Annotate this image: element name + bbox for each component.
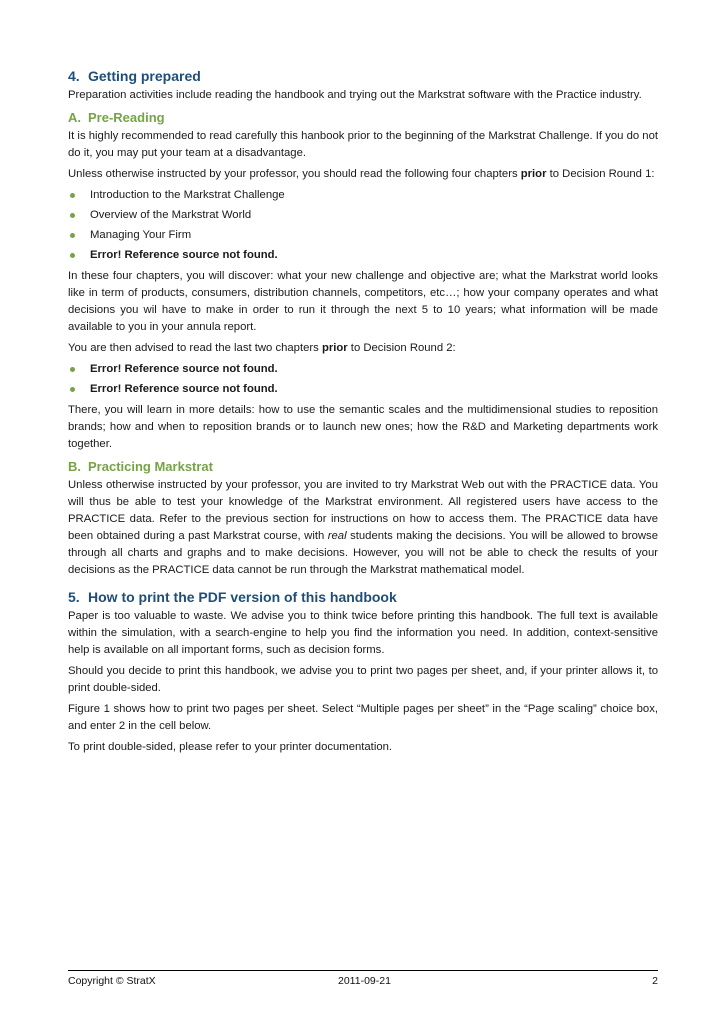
bullet-icon [70,213,75,218]
list-item-text-error: Error! Reference source not found. [90,363,278,375]
bullet-icon [70,387,75,392]
section-a-number: A. [68,110,81,125]
section-a-paragraph-4 [68,340,658,357]
section-4-heading [68,66,658,86]
section-a-title: Pre-Reading [88,110,165,125]
list-item [68,247,658,264]
footer-date: 2011-09-21 [338,975,391,987]
p2-text-after: to Decision Round 1: [546,168,655,180]
list-item-text: Introduction to the Markstrat Challenge [90,189,285,201]
section-5-paragraph-2: Should you decide to print this handbook, we advise you to print two pages per sheet, and, if your printer allows it, to print double-sided. [68,665,658,694]
bullet-icon [70,253,75,258]
section-a-paragraph-5: There, you will learn in more details: how to use the semantic scales and the multidimensional studies to reposition brands; how and when to reposition brands or to launch new ones; how the R&D and Marketing departments work together. [68,404,658,450]
document-page [68,66,658,760]
section-4-intro: Preparation activities include reading the handbook and trying out the Markstrat software with the Practice industry. [68,89,642,101]
section-a-paragraph-2 [68,166,658,183]
section-5-title: How to print the PDF version of this handbook [88,589,397,605]
section-a-heading [68,108,658,127]
bullet-icon [70,193,75,198]
list-item [68,227,658,244]
footer-copyright: Copyright © StratX [68,975,156,987]
p4-bold-prior: prior [321,342,348,354]
list-item-text-error: Error! Reference source not found. [90,383,278,395]
section-5-paragraph-4: To print double-sided, please refer to your printer documentation. [68,741,393,753]
p4-text-after: to Decision Round 2: [347,342,456,354]
section-b-paragraph-1 [68,477,658,579]
b-p1-italic-real: real [327,530,347,542]
footer-page-number: 2 [652,975,658,987]
page-footer [68,970,658,987]
section-a-paragraph-1: It is highly recommended to read carefully this hanbook prior to the beginning of the Markstrat Challenge. If you do not do it, you may put your team at a disadvantage. [68,130,658,159]
bullet-icon [70,367,75,372]
section-5-heading [68,587,658,607]
section-b-number: B. [68,459,81,474]
section-5-number: 5. [68,589,80,605]
p2-bold-prior: prior [520,168,547,180]
list-item [68,187,658,204]
section-b-title: Practicing Markstrat [88,459,213,474]
section-5-paragraph-1: Paper is too valuable to waste. We advise you to think twice before printing this handbook. The full text is available within the simulation, with a search-engine to help you find the information you need. In addition, context-sensitive help is available on all important forms, such as decision forms. [68,610,658,656]
p4-text-before: You are then advised to read the last two chapters [68,342,322,354]
b-p1-text-after: students making the decisions. You will be allowed to browse through all charts and graphs and to make decisions. However, you will not be able to check the results of your decisions as the PRACTICE data cannot be run through the Markstrat mathematical model. [68,530,658,576]
b-p1-text-before: Unless otherwise instructed by your professor, you are invited to try Markstrat Web out with the PRACTICE data. You will thus be able to test your knowledge of the Markstrat environment. All registered users have access to the PRACTICE data. Refer to the previous section for instructions on how to access them. The PRACTICE data have been obtained during a past Markstrat course, with [68,479,658,542]
bullet-icon [70,233,75,238]
section-4-title: Getting prepared [88,68,201,84]
list-item-text: Overview of the Markstrat World [90,209,252,221]
section-4-number: 4. [68,68,80,84]
chapter-list-round-2 [68,361,658,398]
section-5-paragraph-3: Figure 1 shows how to print two pages per sheet. Select “Multiple pages per sheet” in the “Page scaling” choice box, and enter 2 in the cell below. [68,703,658,732]
section-a-paragraph-3: In these four chapters, you will discover: what your new challenge and objective are; what the Markstrat world looks like in term of products, consumers, distribution channels, competitors, etc…; how your company operates and what decisions you wil have to make in order to run it through the next 5 to 10 years; what information will be made available to you in your annula report. [68,270,658,333]
list-item-text: Managing Your Firm [90,229,192,241]
list-item [68,207,658,224]
list-item-text-error: Error! Reference source not found. [90,249,278,261]
chapter-list-round-1 [68,187,658,264]
section-b-heading [68,457,658,476]
list-item [68,361,658,378]
list-item [68,381,658,398]
p2-text-before: Unless otherwise instructed by your professor, you should read the following four chapters [68,168,521,180]
